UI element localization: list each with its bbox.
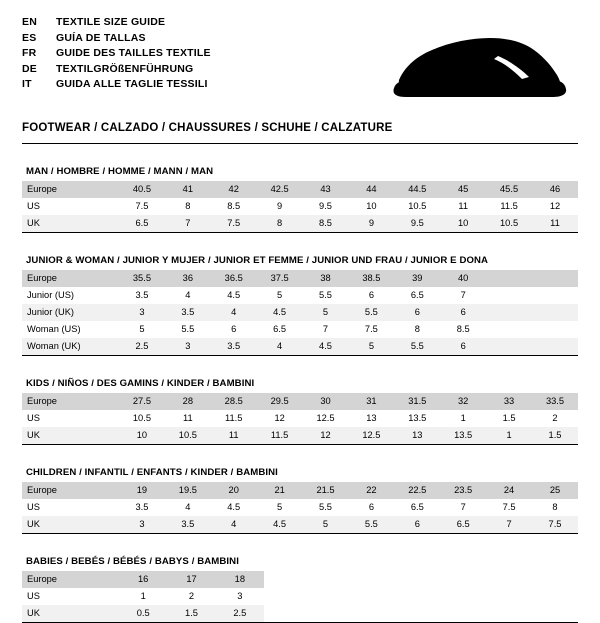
table-row (22, 588, 264, 605)
size-cell: 4 (257, 338, 303, 355)
size-cell: 6 (231, 324, 237, 334)
divider (22, 232, 578, 233)
row-label: Woman (US) (27, 324, 81, 334)
row-label: US (27, 201, 40, 211)
language-title-list (22, 16, 211, 94)
row-label: UK (22, 516, 119, 533)
size-cell: 7 (165, 215, 211, 232)
table-row (22, 181, 578, 198)
size-cell: 9.5 (394, 215, 440, 232)
size-cell: 10 (440, 215, 486, 232)
size-cell: 44.5 (394, 181, 440, 198)
size-cell: 37.5 (257, 270, 303, 287)
size-cell: 12 (549, 201, 561, 211)
row-label: Woman (UK) (22, 338, 119, 355)
size-cell: 3.5 (211, 338, 257, 355)
size-cell: 7 (322, 324, 329, 334)
row-label: Europe (22, 571, 119, 588)
size-cell: 43 (303, 181, 349, 198)
size-cell: 1 (140, 591, 146, 601)
size-cell: 8.5 (303, 215, 349, 232)
size-group-title: JUNIOR & WOMAN / JUNIOR Y MUJER / JUNIOR ET FEMME / JUNIOR UND FRAU / JUNIOR E DONA (26, 255, 489, 266)
size-table (22, 270, 578, 355)
language-row (22, 16, 211, 32)
row-label: UK (22, 215, 119, 232)
table-row (22, 482, 578, 499)
size-cell: 28.5 (211, 393, 257, 410)
language-row (22, 63, 211, 79)
language-title: GUIDA ALLE TAGLIE TESSILI (56, 78, 208, 90)
size-cell: 42 (211, 181, 257, 198)
size-table (22, 482, 578, 533)
size-cell (532, 270, 578, 287)
row-label: Junior (US) (27, 290, 75, 300)
size-cell: 9 (277, 201, 283, 211)
size-cell: 8 (185, 201, 191, 211)
table-row (22, 393, 578, 410)
size-cell: 35.5 (119, 270, 165, 287)
size-cell: 5 (348, 338, 394, 355)
size-cell: 39 (394, 270, 440, 287)
size-cell (532, 304, 578, 321)
size-cell: 6 (394, 304, 440, 321)
size-cell (486, 270, 532, 287)
size-cell: 7 (460, 290, 466, 300)
size-cell: 41 (165, 181, 211, 198)
size-cell: 8 (414, 324, 420, 334)
size-cell: 25 (532, 482, 578, 499)
size-cell: 11.5 (500, 201, 518, 211)
size-cell (532, 338, 578, 355)
row-label: US (27, 591, 40, 601)
size-cell: 3.5 (135, 290, 149, 300)
language-code: DE (22, 62, 37, 75)
size-cell: 40.5 (119, 181, 165, 198)
row-label: Europe (22, 270, 119, 287)
size-cell: 4 (211, 516, 257, 533)
size-cell: 40 (440, 270, 486, 287)
size-cell: 0.5 (119, 605, 167, 622)
size-cell: 3.5 (165, 516, 211, 533)
size-cell: 24 (486, 482, 532, 499)
size-cell: 9 (348, 215, 394, 232)
size-cell: 8 (552, 502, 558, 512)
size-table (22, 181, 578, 232)
table-row (22, 304, 578, 321)
size-cell: 1.5 (502, 413, 516, 423)
size-cell: 5 (277, 290, 283, 300)
size-cell: 4 (185, 502, 191, 512)
size-cell: 11 (211, 427, 257, 444)
size-cell: 4.5 (227, 290, 241, 300)
size-cell: 7.5 (502, 502, 516, 512)
table-row (22, 338, 578, 355)
table-row (22, 410, 578, 427)
size-cell: 16 (119, 571, 167, 588)
language-title: TEXTILE SIZE GUIDE (56, 16, 166, 28)
size-cell: 4.5 (303, 338, 349, 355)
size-group (22, 378, 578, 445)
size-cell: 5.5 (348, 304, 394, 321)
size-cell: 10.5 (486, 215, 532, 232)
size-cell: 33.5 (532, 393, 578, 410)
size-cell: 8 (257, 215, 303, 232)
row-label: Europe (22, 482, 119, 499)
size-cell: 36 (165, 270, 211, 287)
size-cell: 1 (486, 427, 532, 444)
size-cell: 3 (119, 304, 165, 321)
table-row (22, 198, 578, 215)
size-cell: 2 (188, 591, 195, 601)
size-group (22, 166, 578, 233)
divider (22, 533, 578, 534)
size-cell: 4.5 (257, 304, 303, 321)
language-row (22, 47, 211, 63)
size-cell: 5 (139, 324, 145, 334)
size-cell: 7.5 (532, 516, 578, 533)
size-cell: 20 (211, 482, 257, 499)
table-row (22, 605, 264, 622)
size-cell: 45.5 (486, 181, 532, 198)
size-cell: 6 (440, 338, 486, 355)
language-row (22, 78, 211, 94)
language-row (22, 32, 211, 48)
size-cell: 10 (366, 201, 377, 211)
size-cell: 3.5 (165, 304, 211, 321)
size-cell: 1.5 (532, 427, 578, 444)
size-cell: 7 (460, 502, 466, 512)
row-label: US (27, 413, 40, 423)
size-cell: 4 (185, 290, 191, 300)
size-cell: 21 (257, 482, 303, 499)
size-cell: 5 (277, 502, 283, 512)
size-cell: 6 (394, 516, 440, 533)
size-cell: 10.5 (408, 201, 427, 211)
size-cell (532, 287, 578, 304)
table-row (22, 516, 578, 533)
row-label: US (27, 502, 40, 512)
table-row (22, 270, 578, 287)
size-cell: 29.5 (257, 393, 303, 410)
size-cell: 38.5 (348, 270, 394, 287)
size-cell: 7.5 (211, 215, 257, 232)
size-cell: 10.5 (132, 413, 151, 423)
size-cell: 7.5 (135, 201, 149, 211)
size-group (22, 255, 578, 356)
size-cell: 8.5 (227, 201, 241, 211)
size-cell: 11.5 (225, 413, 243, 423)
size-cell: 2 (552, 413, 558, 423)
size-table (22, 571, 264, 622)
size-tables (22, 166, 578, 623)
table-row (22, 287, 578, 304)
size-cell (486, 287, 532, 304)
size-cell: 6.5 (410, 502, 424, 512)
size-cell: 12.5 (316, 413, 335, 423)
size-cell: 3 (119, 516, 165, 533)
size-cell: 1.5 (167, 605, 215, 622)
language-code: ES (22, 31, 37, 44)
row-label: Europe (22, 393, 119, 410)
size-cell: 5 (303, 516, 349, 533)
language-code: EN (22, 16, 37, 28)
size-cell: 2.5 (216, 605, 264, 622)
size-cell: 28 (165, 393, 211, 410)
size-cell (486, 321, 532, 338)
size-cell (486, 304, 532, 321)
size-cell: 31 (348, 393, 394, 410)
size-cell: 13 (366, 413, 377, 423)
row-label: UK (22, 427, 119, 444)
size-cell: 19.5 (165, 482, 211, 499)
size-cell: 12 (274, 413, 285, 423)
size-cell: 6 (368, 502, 374, 512)
size-cell: 5.5 (319, 290, 332, 300)
size-cell: 12 (303, 427, 349, 444)
size-cell: 4.5 (257, 516, 303, 533)
size-cell: 8.5 (456, 324, 470, 334)
size-cell: 21.5 (303, 482, 349, 499)
size-cell: 6.5 (273, 324, 287, 334)
size-cell: 23.5 (440, 482, 486, 499)
language-code: FR (22, 47, 37, 59)
size-cell: 6 (368, 290, 374, 300)
row-label: UK (22, 605, 119, 622)
size-cell: 46 (532, 181, 578, 198)
divider (22, 444, 578, 445)
size-cell: 5.5 (394, 338, 440, 355)
language-title: GUÍA DE TALLAS (56, 31, 146, 44)
size-cell: 4.5 (227, 502, 241, 512)
size-cell: 5.5 (348, 516, 394, 533)
table-row (22, 499, 578, 516)
divider (22, 355, 578, 356)
size-group-title: MAN / HOMBRE / HOMME / MANN / MAN (26, 166, 214, 177)
size-table (22, 393, 578, 444)
size-cell: 4 (211, 304, 257, 321)
size-cell: 13.5 (408, 413, 427, 423)
size-cell: 5.5 (181, 324, 195, 334)
row-label: Junior (UK) (22, 304, 119, 321)
size-cell: 3 (237, 591, 243, 601)
table-row (22, 427, 578, 444)
size-cell: 6.5 (410, 290, 424, 300)
size-cell: 3 (165, 338, 211, 355)
size-cell: 6.5 (440, 516, 486, 533)
size-cell: 17 (167, 571, 215, 588)
size-cell: 7.5 (364, 324, 378, 334)
size-cell: 2.5 (119, 338, 165, 355)
size-cell: 27.5 (119, 393, 165, 410)
size-cell: 19 (119, 482, 165, 499)
table-row (22, 321, 578, 338)
size-cell: 22 (348, 482, 394, 499)
size-cell: 5.5 (319, 502, 332, 512)
size-cell: 32 (440, 393, 486, 410)
size-cell: 18 (216, 571, 264, 588)
dress-shoe-icon (380, 34, 570, 104)
page-header (22, 16, 578, 108)
size-cell: 13.5 (440, 427, 486, 444)
size-cell: 11 (532, 215, 578, 232)
size-cell: 11 (183, 413, 193, 423)
size-cell: 30 (303, 393, 349, 410)
row-label: Europe (22, 181, 119, 198)
size-cell: 11.5 (257, 427, 303, 444)
size-cell: 12.5 (348, 427, 394, 444)
size-cell (532, 321, 578, 338)
size-cell: 13 (394, 427, 440, 444)
size-cell: 44 (348, 181, 394, 198)
size-cell: 45 (440, 181, 486, 198)
size-group (22, 556, 578, 623)
size-cell: 9.5 (319, 201, 332, 211)
language-title: TEXTILGRÖßENFÜHRUNG (56, 62, 194, 75)
size-cell: 5 (303, 304, 349, 321)
size-cell: 22.5 (394, 482, 440, 499)
language-code: IT (22, 78, 32, 90)
size-cell (486, 338, 532, 355)
size-cell: 6 (440, 304, 486, 321)
size-group-title: CHILDREN / INFANTIL / ENFANTS / KINDER / BAMBINI (26, 467, 278, 478)
size-cell: 38 (303, 270, 349, 287)
size-cell: 3.5 (135, 502, 149, 512)
language-title: GUIDE DES TAILLES TEXTILE (56, 47, 211, 59)
size-cell: 6.5 (119, 215, 165, 232)
size-cell: 11 (458, 201, 468, 211)
size-cell: 10.5 (165, 427, 211, 444)
divider (22, 143, 578, 144)
size-cell: 10 (119, 427, 165, 444)
size-cell: 33 (486, 393, 532, 410)
size-group-title: BABIES / BEBÉS / BÉBÉS / BABYS / BAMBINI (26, 556, 239, 567)
size-group (22, 467, 578, 534)
size-cell: 36.5 (211, 270, 257, 287)
footwear-section-title: FOOTWEAR / CALZADO / CHAUSSURES / SCHUHE / CALZATURE (22, 122, 393, 134)
size-cell: 31.5 (394, 393, 440, 410)
size-cell: 1 (460, 413, 466, 423)
size-group-title: KIDS / NIÑOS / DES GAMINS / KINDER / BAMBINI (26, 378, 255, 389)
size-cell: 7 (486, 516, 532, 533)
table-row (22, 215, 578, 232)
table-row (22, 571, 264, 588)
size-cell: 42.5 (257, 181, 303, 198)
